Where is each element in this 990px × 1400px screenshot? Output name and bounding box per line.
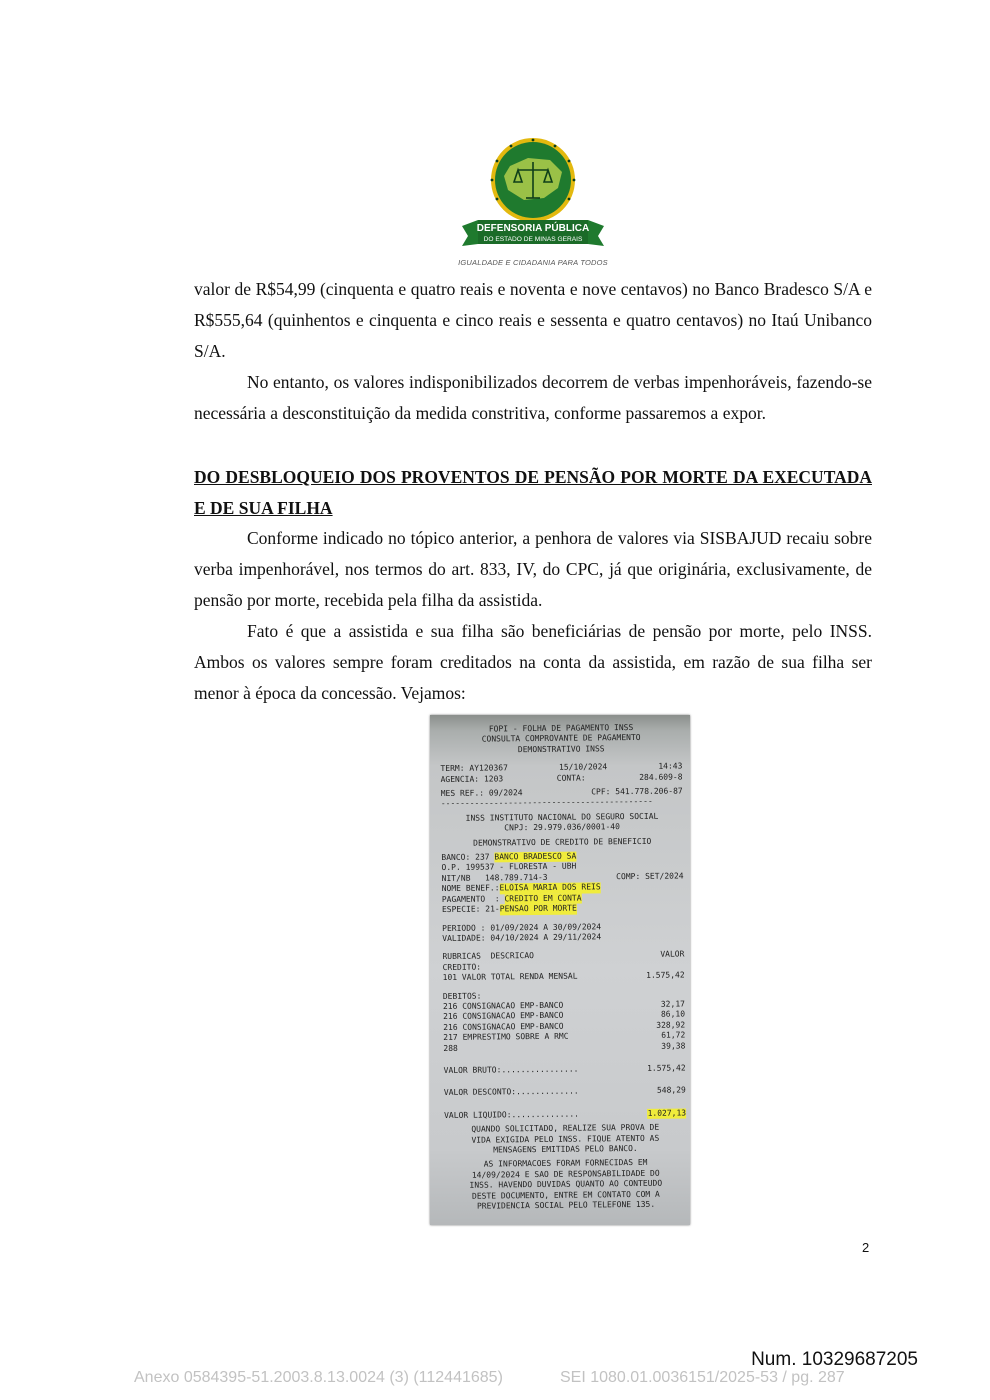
receipt-op: O.P. 199537 - FLORESTA - UBH [441,862,577,873]
receipt-notice-1b: VIDA EXIGIDA PELO INSS. FIQUE ATENTO AS [471,1133,660,1145]
receipt-notice-2e: PREVIDENCIA SOCIAL PELO TELEFONE 135. [476,1199,656,1211]
section-text-block [194,523,872,709]
receipt-banco-label: BANCO: 237 [441,852,495,863]
defensoria-publica-logo [458,136,608,268]
receipt-desconto-label: VALOR DESCONTO:............. [443,1086,579,1098]
footer-anexo: Anexo 0584395-51.2003.8.13.0024 (3) (112441685) [134,1369,503,1386]
receipt-credito: CREDITO: [442,962,482,972]
receipt-term: TERM: AY120367 [440,763,508,774]
receipt-esp-value: PENSAO POR MORTE [499,903,577,914]
receipt-notice-2a: AS INFORMACOES FORAM FORNECIDAS EM [483,1158,648,1169]
receipt-debit-value: 32,17 [660,999,685,1009]
receipt-pag-value: CREDITO EM CONTA [504,893,582,904]
receipt-date: 15/10/2024 [558,762,608,772]
section-heading: DO DESBLOQUEIO DOS PROVENTOS DE PENSÃO POR MORTE DA EXECUTADA E DE SUA FILHA [194,467,872,518]
receipt-notice-1a: QUANDO SOLICITADO, REALIZE SUA PROVA DE [471,1122,660,1134]
receipt-banco-value: BANCO BRADESCO SA [494,851,577,862]
receipt-header-1: FOPI - FOLHA DE PAGAMENTO INSS [488,722,634,734]
receipt-institution: INSS INSTITUTO NACIONAL DO SEGURO SOCIAL [465,811,659,823]
receipt-conta-label: CONTA: [556,773,586,783]
paragraph-1: valor de R$54,99 (cinquenta e quatro reais e noventa e nove centavos) no Banco Bradesco S/A e R$555,64 (quinhentos e cinquenta e cinco reais e sessenta e quatro centavos) no Itaú Unibanco S/A. [194,279,872,361]
receipt-cpf: CPF: 541.778.206-87 [591,786,683,797]
receipt-debit-value: 39,38 [661,1041,686,1051]
logo-line2: DO ESTADO DE MINAS GERAIS [483,236,583,243]
receipt-time: 14:43 [658,761,683,771]
intro-text-block [194,274,872,429]
receipt-debit-value: 61,72 [661,1030,686,1040]
logo-tagline: IGUALDADE E CIDADANIA PARA TODOS [458,258,608,267]
receipt-benef-value: ELOISA MARIA DOS REIS [499,882,601,893]
receipt-valor-header: VALOR [660,949,685,960]
receipt-notice-2b: 14/09/2024 E SAO DE RESPONSABILIDADE DO [471,1168,660,1180]
receipt-bruto-value: 1.575,42 [647,1063,686,1073]
receipt-liquido-value: 1.027,13 [647,1108,687,1118]
document-number-stamp: Num. 10329687205 [751,1349,918,1370]
paragraph-4: Fato é que a assistida e sua filha são beneficiárias de pensão por morte, pelo INSS. Ambos os valores sempre foram creditados na conta da assistida, em razão de sua filha ser menor à época da concessão. Vejamos: [194,621,872,703]
receipt-debit-value: 86,10 [660,1009,686,1020]
receipt-header-3: DEMONSTRATIVO INSS [517,744,605,754]
receipt-desconto-value: 548,29 [656,1085,686,1096]
receipt-header-2: CONSULTA COMPROVANTE DE PAGAMENTO [481,733,641,744]
receipt-debit-desc: 216 CONSIGNACAO EMP-BANCO [443,1011,564,1022]
receipt-debit-desc: 288 [443,1043,458,1053]
receipt-esp-label: ESPECIE: 21- [441,904,500,915]
receipt-demonstrativo: DEMONSTRATIVO DE CREDITO DE BENEFICIO [473,836,652,848]
receipt-comp: COMP: SET/2024 [616,871,684,882]
inss-payment-receipt [430,715,690,1225]
receipt-notice-1c: MENSAGENS EMITIDAS PELO BANCO. [493,1143,638,1155]
receipt-debitos: DEBITOS: [442,991,482,1001]
footer-sei: SEI 1080.01.0036151/2025-53 / pg. 287 [560,1369,845,1386]
receipt-debit-desc: 216 CONSIGNACAO EMP-BANCO [443,1021,564,1032]
receipt-liquido-label: VALOR LIQUIDO:.............. [444,1109,579,1120]
receipt-nit: NIT/NB 148.789.714-3 [441,872,548,883]
receipt-debit-desc: 217 EMPRESTIMO SOBRE A RMC [443,1031,569,1043]
receipt-notice-2c: INSS. HAVENDO DUVIDAS QUANTO AO CONTEUDO [469,1178,663,1190]
receipt-credit-value: 1.575,42 [646,970,685,980]
page-number: 2 [862,1240,870,1255]
receipt-cnpj: CNPJ: 29.979.036/0001-40 [504,822,620,833]
paragraph-3: Conforme indicado no tópico anterior, a penhora de valores via SISBAJUD recaiu sobre verba impenhorável, nos termos do art. 833, IV, do CPC, já que originária, exclusivamente, de pensão por morte, recebida pela filha da assistida. [194,528,872,610]
receipt-separator: -------------------------------------------- [440,797,653,809]
receipt-benef-label: NOME BENEF.: [441,883,500,894]
receipt-debit-desc: 216 CONSIGNACAO EMP-BANCO [442,1000,564,1011]
paragraph-2: No entanto, os valores indisponibilizados decorrem de verbas impenhoráveis, fazendo-se necessária a desconstituição da medida constritiva, conforme passaremos a expor. [194,372,872,423]
receipt-bruto-label: VALOR BRUTO:................ [443,1064,579,1075]
receipt-pag-label: PAGAMENTO : [441,894,505,904]
receipt-conta-num: 284.609-8 [639,772,683,782]
receipt-notice-2d: DESTE DOCUMENTO, ENTRE EM CONTATO COM A [471,1189,660,1201]
receipt-mes-ref: MES REF.: 09/2024 [440,788,523,799]
receipt-debit-value: 328,92 [656,1020,686,1030]
receipt-rubricas: RUBRICAS DESCRICAO [442,951,534,962]
receipt-credit-desc: 101 VALOR TOTAL RENDA MENSAL [442,971,578,983]
logo-line1: DEFENSORIA PÚBLICA [476,223,590,234]
receipt-agencia: AGENCIA: 1203 [440,773,504,784]
receipt-periodo: PERIODO : 01/09/2024 A 30/09/2024 [442,921,602,933]
receipt-validade: VALIDADE: 04/10/2024 A 29/11/2024 [442,932,602,943]
